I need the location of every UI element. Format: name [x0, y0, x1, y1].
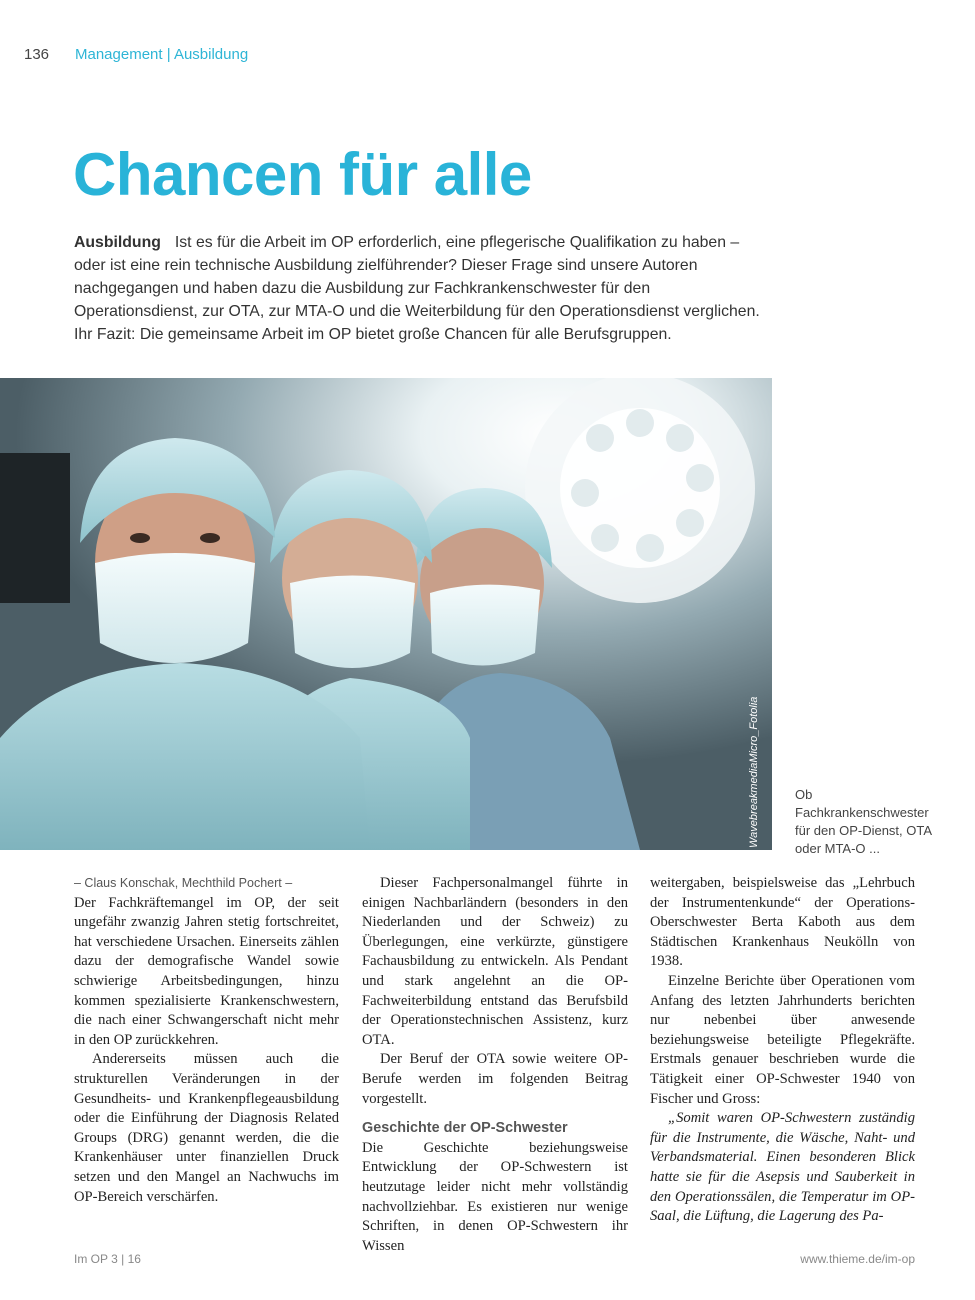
- monitor-screen: [0, 453, 70, 603]
- footer-url[interactable]: www.thieme.de/im-op: [800, 1252, 915, 1266]
- text-column-3: [650, 874, 915, 1227]
- lead-label: Ausbildung: [74, 234, 161, 251]
- hero-photo: [0, 378, 772, 850]
- paragraph: Der Beruf der OTA sowie weitere OP-Berufe werden im folgenden Beitrag vorgestellt.: [362, 1051, 628, 1107]
- paragraph: Die Geschichte beziehungsweise Entwicklung der OP-Schwestern ist heutzutage leider nicht mehr vollständig nachvollziehbar. Es existieren nur wenige Schriften, in denen OP-Schwestern ihr Wissen: [362, 1139, 628, 1254]
- paragraph: Der Fachkräftemangel im OP, der seit ungefähr zwanzig Jahren stetig fortschreitet, hat verschiedene Ursachen. Einerseits zählen dazu der demografische Wandel sowie schwierige Arbeitsbedingungen, hinzu kommen spezialisierte Krankenschwestern, die nach einer Schwangerschaft nicht mehr in den OP zurückkehren.: [74, 894, 339, 1048]
- quote: „Somit waren OP-Schwestern zuständig für die Instrumente, die Wäsche, Naht- und Verbandsmaterial. Einen besonderen Blick hatte sie für die Asepsis und Sauberkeit in den Operationssälen, die Temperatur im OP-Saal, die Lüftung, die Lagerung des Pa-: [650, 1110, 915, 1225]
- page-number: 136: [24, 46, 50, 63]
- article-title: Chancen für alle: [73, 141, 532, 208]
- text-column-2: [362, 874, 628, 1256]
- paragraph: Einzelne Berichte über Operationen vom Anfang des letzten Jahrhunderts berichten nur nebenbei über anwesende beziehungsweise beteiligte Pflegekräfte. Erstmals genauer beschrieben wurde die Tätigkeit einer OP-Schwester 1940 von Fischer und Gross:: [650, 972, 915, 1107]
- text-column-1: [74, 874, 339, 1207]
- byline: – Claus Konschak, Mechthild Pochert –: [74, 876, 293, 890]
- paragraph: Dieser Fachpersonalmangel führte in einigen Nachbarländern (besonders in den Niederlanden und der Schweiz) zu Überlegungen, eine verkürzte, günstigere Fachausbildung zu entwickeln. Als Pendant und stark angelehnt an die OP-Fachweiterbildung entstand das Berufsbild der Operationstechnischen Assistenz, kurz OTA.: [362, 875, 628, 1048]
- article-lead: [74, 231, 774, 346]
- footer-issue: Im OP 3 | 16: [74, 1252, 141, 1266]
- lead-text: Ist es für die Arbeit im OP erforderlich, eine pflegerische Qualifikation zu haben – oder ist eine rein technische Ausbildung zielführender? Dieser Frage sind unsere Autoren nachgegangen und haben dazu die Ausbildung zur Fachkrankenschwester für den Operationsdienst, zur OTA, zur MTA-O und die Weiterbildung für den Operationsdienst verglichen. Ihr Fazit: Die gemeinsame Arbeit im OP bietet große Chancen für alle Berufsgruppen.: [74, 234, 760, 343]
- paragraph: Andererseits müssen auch die strukturellen Veränderungen in der Gesundheits- und Krankenpflegeausbildung oder die Einführung der Diagnosis Related Groups (DRG) genannt werden, die die Krankenhäuser unter finanziellen Druck setzen und den Mangel an Nachwuchs im OP-Bereich verschärfen.: [74, 1051, 339, 1205]
- section-label[interactable]: Management | Ausbildung: [75, 46, 249, 63]
- subheading: Geschichte der OP-Schwester: [362, 1120, 568, 1137]
- photo-caption: Ob Fachkrankenschwester für den OP-Dienst, OTA oder MTA-O ...: [795, 787, 932, 856]
- photo-credit: WavebreakmediaMicro_Fotolia: [748, 696, 760, 848]
- paragraph: weitergaben, beispielsweise das „Lehrbuch der Instrumentenkunde“ der Operations-Oberschwester Berta Kaboth aus dem Städtischen Krankenhaus Neukölln von 1938.: [650, 875, 915, 970]
- surgical-team-illustration: [0, 378, 772, 850]
